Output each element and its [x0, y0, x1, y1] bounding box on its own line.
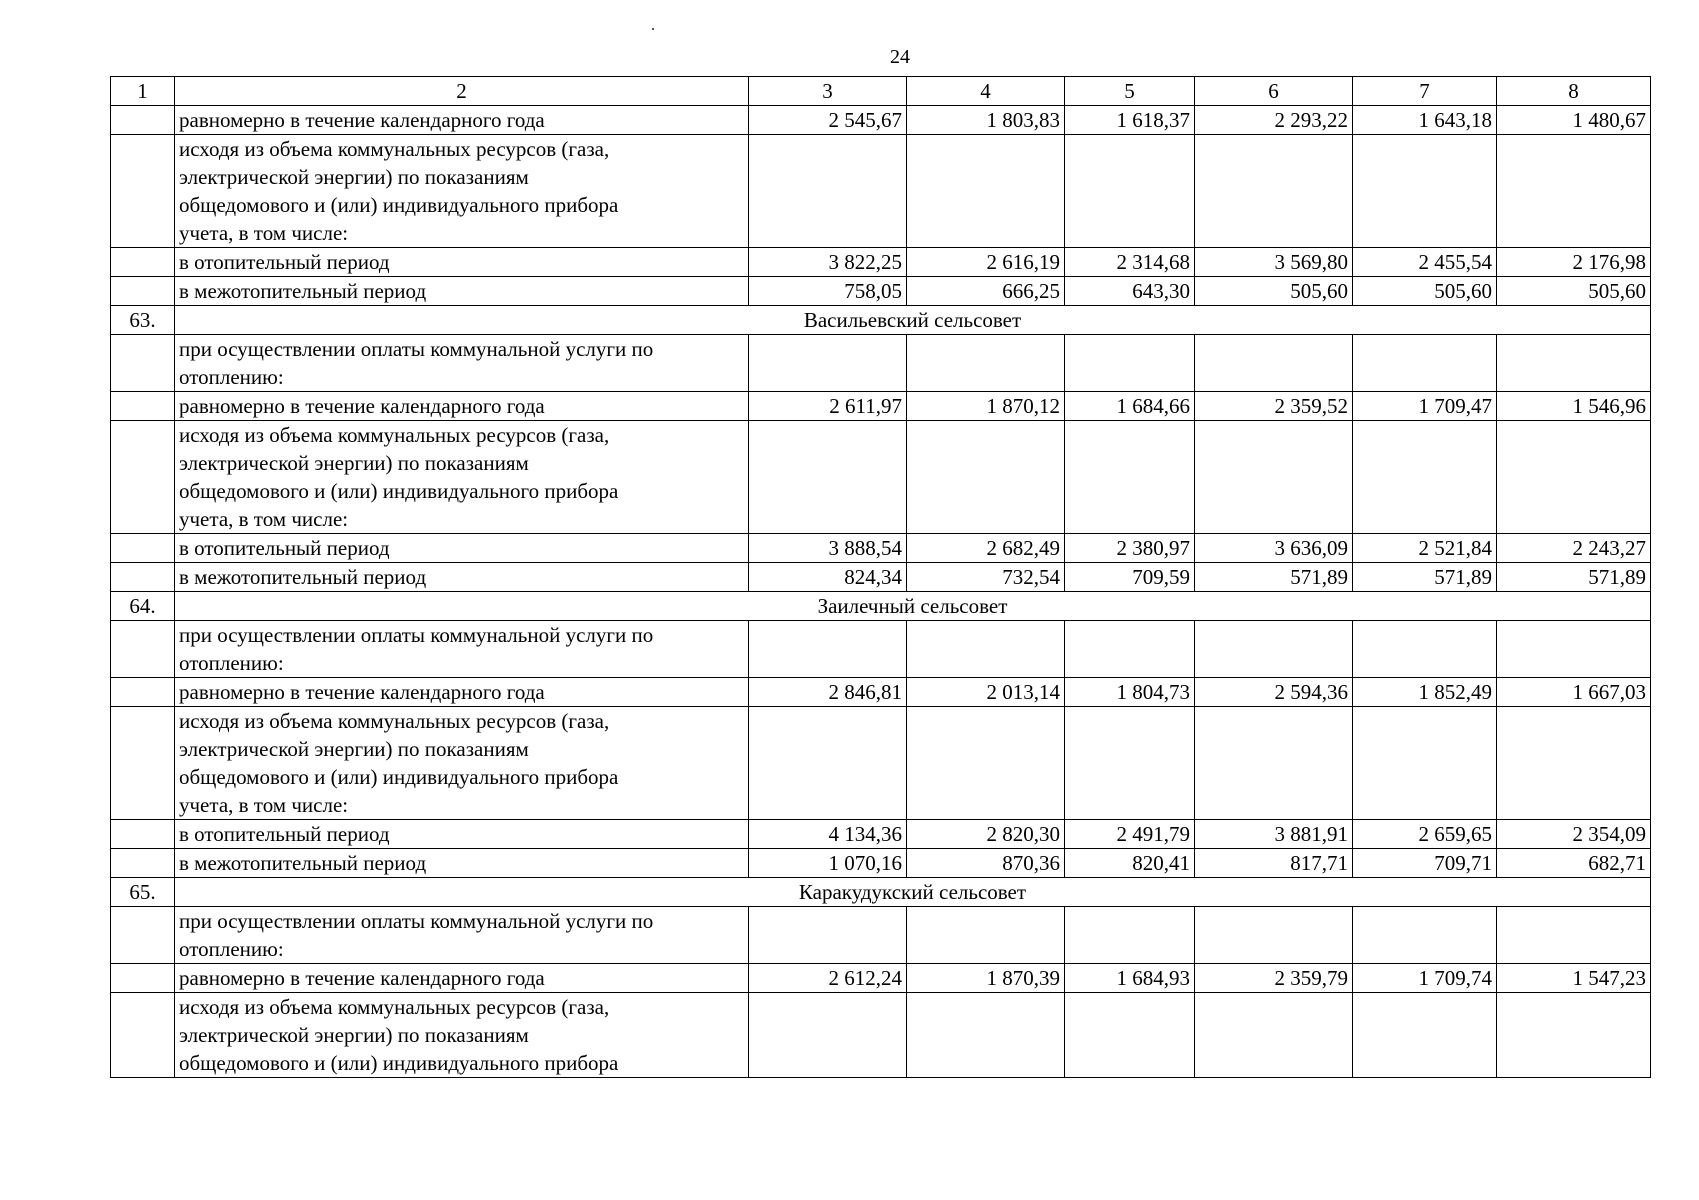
row-label: равномерно в течение календарного года — [175, 678, 749, 707]
empty-index-cell — [111, 849, 175, 878]
value-cell-col-6: 2 293,22 — [1195, 106, 1353, 135]
value-cell-col-8: 1 547,23 — [1497, 964, 1651, 993]
description-line: исходя из объема коммунальных ресурсов (газа, — [179, 137, 610, 161]
column-number-6: 6 — [1195, 77, 1353, 106]
value-cell-col-3: 758,05 — [749, 277, 907, 306]
scan-speck — [652, 28, 654, 30]
value-cell-col-4: 666,25 — [907, 277, 1065, 306]
value-cell-col-6: 505,60 — [1195, 277, 1353, 306]
data-row — [111, 392, 1651, 421]
row-label: в отопительный период — [175, 534, 749, 563]
empty-value-cell — [1353, 621, 1497, 678]
empty-value-cell — [749, 421, 907, 534]
row-description — [175, 135, 749, 248]
value-cell-col-4: 1 803,83 — [907, 106, 1065, 135]
description-line: электрической энергии) по показаниям — [179, 737, 529, 761]
empty-index-cell — [111, 964, 175, 993]
value-cell-col-5: 1 684,93 — [1065, 964, 1195, 993]
value-cell-col-8: 1 480,67 — [1497, 106, 1651, 135]
empty-value-cell — [1065, 135, 1195, 248]
empty-index-cell — [111, 534, 175, 563]
value-cell-col-6: 3 636,09 — [1195, 534, 1353, 563]
empty-value-cell — [1353, 707, 1497, 820]
value-cell-col-8: 1 546,96 — [1497, 392, 1651, 421]
value-cell-col-6: 2 359,79 — [1195, 964, 1353, 993]
value-cell-col-3: 4 134,36 — [749, 820, 907, 849]
value-cell-col-8: 2 354,09 — [1497, 820, 1651, 849]
empty-value-cell — [1353, 135, 1497, 248]
description-line: отоплению: — [179, 365, 284, 389]
value-cell-col-6: 2 359,52 — [1195, 392, 1353, 421]
data-row — [111, 248, 1651, 277]
value-cell-col-5: 1 684,66 — [1065, 392, 1195, 421]
value-cell-col-6: 3 881,91 — [1195, 820, 1353, 849]
empty-index-cell — [111, 820, 175, 849]
empty-index-cell — [111, 621, 175, 678]
description-line: отоплению: — [179, 937, 284, 961]
empty-value-cell — [1353, 993, 1497, 1078]
description-line: учета, в том числе: — [179, 221, 349, 245]
empty-value-cell — [1065, 993, 1195, 1078]
row-description — [175, 621, 749, 678]
empty-index-cell — [111, 907, 175, 964]
row-label: равномерно в течение календарного года — [175, 392, 749, 421]
page-number: 24 — [890, 46, 910, 68]
section-title: Каракудукский сельсовет — [175, 878, 1651, 907]
section-number: 63. — [111, 306, 175, 335]
table-body — [111, 77, 1651, 1078]
row-label: в отопительный период — [175, 248, 749, 277]
empty-value-cell — [749, 621, 907, 678]
empty-value-cell — [1353, 907, 1497, 964]
column-number-8: 8 — [1497, 77, 1651, 106]
column-number-1: 1 — [111, 77, 175, 106]
empty-value-cell — [907, 993, 1065, 1078]
header-row — [111, 77, 1651, 106]
column-number-7: 7 — [1353, 77, 1497, 106]
description-line: исходя из объема коммунальных ресурсов (газа, — [179, 995, 610, 1019]
value-cell-col-3: 1 070,16 — [749, 849, 907, 878]
description-line: при осуществлении оплаты коммунальной услуги по — [179, 909, 654, 933]
empty-value-cell — [907, 135, 1065, 248]
value-cell-col-3: 2 612,24 — [749, 964, 907, 993]
empty-value-cell — [1065, 335, 1195, 392]
empty-value-cell — [749, 707, 907, 820]
empty-value-cell — [1065, 707, 1195, 820]
empty-value-cell — [907, 621, 1065, 678]
text-row — [111, 135, 1651, 248]
value-cell-col-4: 732,54 — [907, 563, 1065, 592]
empty-value-cell — [907, 421, 1065, 534]
value-cell-col-3: 2 846,81 — [749, 678, 907, 707]
value-cell-col-6: 2 594,36 — [1195, 678, 1353, 707]
value-cell-col-5: 820,41 — [1065, 849, 1195, 878]
row-label: в межотопительный период — [175, 277, 749, 306]
value-cell-col-7: 2 659,65 — [1353, 820, 1497, 849]
row-label: равномерно в течение календарного года — [175, 106, 749, 135]
value-cell-col-5: 1 618,37 — [1065, 106, 1195, 135]
section-number: 64. — [111, 592, 175, 621]
empty-index-cell — [111, 106, 175, 135]
description-line: общедомового и (или) индивидуального прибора — [179, 765, 619, 789]
empty-value-cell — [907, 907, 1065, 964]
empty-index-cell — [111, 392, 175, 421]
description-line: общедомового и (или) индивидуального прибора — [179, 193, 619, 217]
value-cell-col-8: 505,60 — [1497, 277, 1651, 306]
description-line: электрической энергии) по показаниям — [179, 165, 529, 189]
data-row — [111, 277, 1651, 306]
description-line: исходя из объема коммунальных ресурсов (газа, — [179, 709, 610, 733]
row-label: равномерно в течение календарного года — [175, 964, 749, 993]
empty-value-cell — [1497, 135, 1651, 248]
empty-value-cell — [1353, 421, 1497, 534]
empty-index-cell — [111, 563, 175, 592]
empty-value-cell — [1065, 907, 1195, 964]
empty-value-cell — [1195, 993, 1353, 1078]
row-label: в межотопительный период — [175, 563, 749, 592]
empty-value-cell — [1065, 421, 1195, 534]
value-cell-col-4: 1 870,39 — [907, 964, 1065, 993]
text-row — [111, 707, 1651, 820]
data-row — [111, 964, 1651, 993]
empty-value-cell — [1195, 421, 1353, 534]
empty-value-cell — [1195, 135, 1353, 248]
data-row — [111, 678, 1651, 707]
empty-value-cell — [749, 335, 907, 392]
empty-value-cell — [1497, 421, 1651, 534]
empty-value-cell — [1195, 335, 1353, 392]
value-cell-col-8: 571,89 — [1497, 563, 1651, 592]
value-cell-col-7: 1 852,49 — [1353, 678, 1497, 707]
empty-index-cell — [111, 707, 175, 820]
value-cell-col-4: 1 870,12 — [907, 392, 1065, 421]
row-description — [175, 335, 749, 392]
data-row — [111, 106, 1651, 135]
description-line: исходя из объема коммунальных ресурсов (газа, — [179, 423, 610, 447]
data-row — [111, 820, 1651, 849]
empty-value-cell — [907, 335, 1065, 392]
value-cell-col-5: 709,59 — [1065, 563, 1195, 592]
description-line: при осуществлении оплаты коммунальной услуги по — [179, 623, 654, 647]
empty-value-cell — [1065, 621, 1195, 678]
value-cell-col-6: 3 569,80 — [1195, 248, 1353, 277]
description-line: электрической энергии) по показаниям — [179, 1023, 529, 1047]
value-cell-col-7: 1 709,47 — [1353, 392, 1497, 421]
row-label: в отопительный период — [175, 820, 749, 849]
value-cell-col-6: 817,71 — [1195, 849, 1353, 878]
description-line: при осуществлении оплаты коммунальной услуги по — [179, 337, 654, 361]
empty-value-cell — [1195, 621, 1353, 678]
value-cell-col-4: 2 616,19 — [907, 248, 1065, 277]
text-row — [111, 335, 1651, 392]
column-number-4: 4 — [907, 77, 1065, 106]
value-cell-col-5: 2 314,68 — [1065, 248, 1195, 277]
empty-index-cell — [111, 135, 175, 248]
value-cell-col-7: 571,89 — [1353, 563, 1497, 592]
value-cell-col-3: 3 822,25 — [749, 248, 907, 277]
value-cell-col-6: 571,89 — [1195, 563, 1353, 592]
column-number-3: 3 — [749, 77, 907, 106]
value-cell-col-7: 2 455,54 — [1353, 248, 1497, 277]
description-line: учета, в том числе: — [179, 507, 349, 531]
empty-value-cell — [1195, 707, 1353, 820]
value-cell-col-7: 709,71 — [1353, 849, 1497, 878]
text-row — [111, 621, 1651, 678]
value-cell-col-3: 2 611,97 — [749, 392, 907, 421]
value-cell-col-3: 2 545,67 — [749, 106, 907, 135]
empty-index-cell — [111, 277, 175, 306]
empty-value-cell — [1497, 335, 1651, 392]
description-line: общедомового и (или) индивидуального прибора — [179, 479, 619, 503]
empty-value-cell — [749, 907, 907, 964]
section-number: 65. — [111, 878, 175, 907]
tariff-table — [110, 76, 1651, 1078]
empty-index-cell — [111, 421, 175, 534]
empty-index-cell — [111, 248, 175, 277]
text-row — [111, 993, 1651, 1078]
row-description — [175, 907, 749, 964]
empty-value-cell — [1497, 707, 1651, 820]
section-row — [111, 878, 1651, 907]
value-cell-col-7: 1 643,18 — [1353, 106, 1497, 135]
section-title: Заилечный сельсовет — [175, 592, 1651, 621]
section-row — [111, 592, 1651, 621]
row-description — [175, 707, 749, 820]
empty-value-cell — [907, 707, 1065, 820]
data-row — [111, 563, 1651, 592]
value-cell-col-5: 643,30 — [1065, 277, 1195, 306]
row-label: в межотопительный период — [175, 849, 749, 878]
empty-value-cell — [1497, 993, 1651, 1078]
section-row — [111, 306, 1651, 335]
empty-index-cell — [111, 335, 175, 392]
value-cell-col-5: 2 380,97 — [1065, 534, 1195, 563]
value-cell-col-7: 505,60 — [1353, 277, 1497, 306]
value-cell-col-3: 824,34 — [749, 563, 907, 592]
empty-value-cell — [1497, 907, 1651, 964]
data-row — [111, 534, 1651, 563]
value-cell-col-8: 682,71 — [1497, 849, 1651, 878]
empty-index-cell — [111, 678, 175, 707]
description-line: электрической энергии) по показаниям — [179, 451, 529, 475]
empty-value-cell — [749, 135, 907, 248]
description-line: общедомового и (или) индивидуального прибора — [179, 1051, 619, 1075]
data-row — [111, 849, 1651, 878]
text-row — [111, 421, 1651, 534]
value-cell-col-7: 1 709,74 — [1353, 964, 1497, 993]
value-cell-col-8: 1 667,03 — [1497, 678, 1651, 707]
value-cell-col-5: 2 491,79 — [1065, 820, 1195, 849]
value-cell-col-3: 3 888,54 — [749, 534, 907, 563]
row-description — [175, 993, 749, 1078]
section-title: Васильевский сельсовет — [175, 306, 1651, 335]
empty-value-cell — [1353, 335, 1497, 392]
empty-value-cell — [1195, 907, 1353, 964]
text-row — [111, 907, 1651, 964]
value-cell-col-4: 2 013,14 — [907, 678, 1065, 707]
empty-value-cell — [749, 993, 907, 1078]
empty-value-cell — [1497, 621, 1651, 678]
value-cell-col-8: 2 243,27 — [1497, 534, 1651, 563]
empty-index-cell — [111, 993, 175, 1078]
column-number-2: 2 — [175, 77, 749, 106]
value-cell-col-5: 1 804,73 — [1065, 678, 1195, 707]
row-description — [175, 421, 749, 534]
column-number-5: 5 — [1065, 77, 1195, 106]
value-cell-col-4: 870,36 — [907, 849, 1065, 878]
value-cell-col-7: 2 521,84 — [1353, 534, 1497, 563]
value-cell-col-4: 2 682,49 — [907, 534, 1065, 563]
value-cell-col-4: 2 820,30 — [907, 820, 1065, 849]
description-line: учета, в том числе: — [179, 793, 349, 817]
value-cell-col-8: 2 176,98 — [1497, 248, 1651, 277]
description-line: отоплению: — [179, 651, 284, 675]
